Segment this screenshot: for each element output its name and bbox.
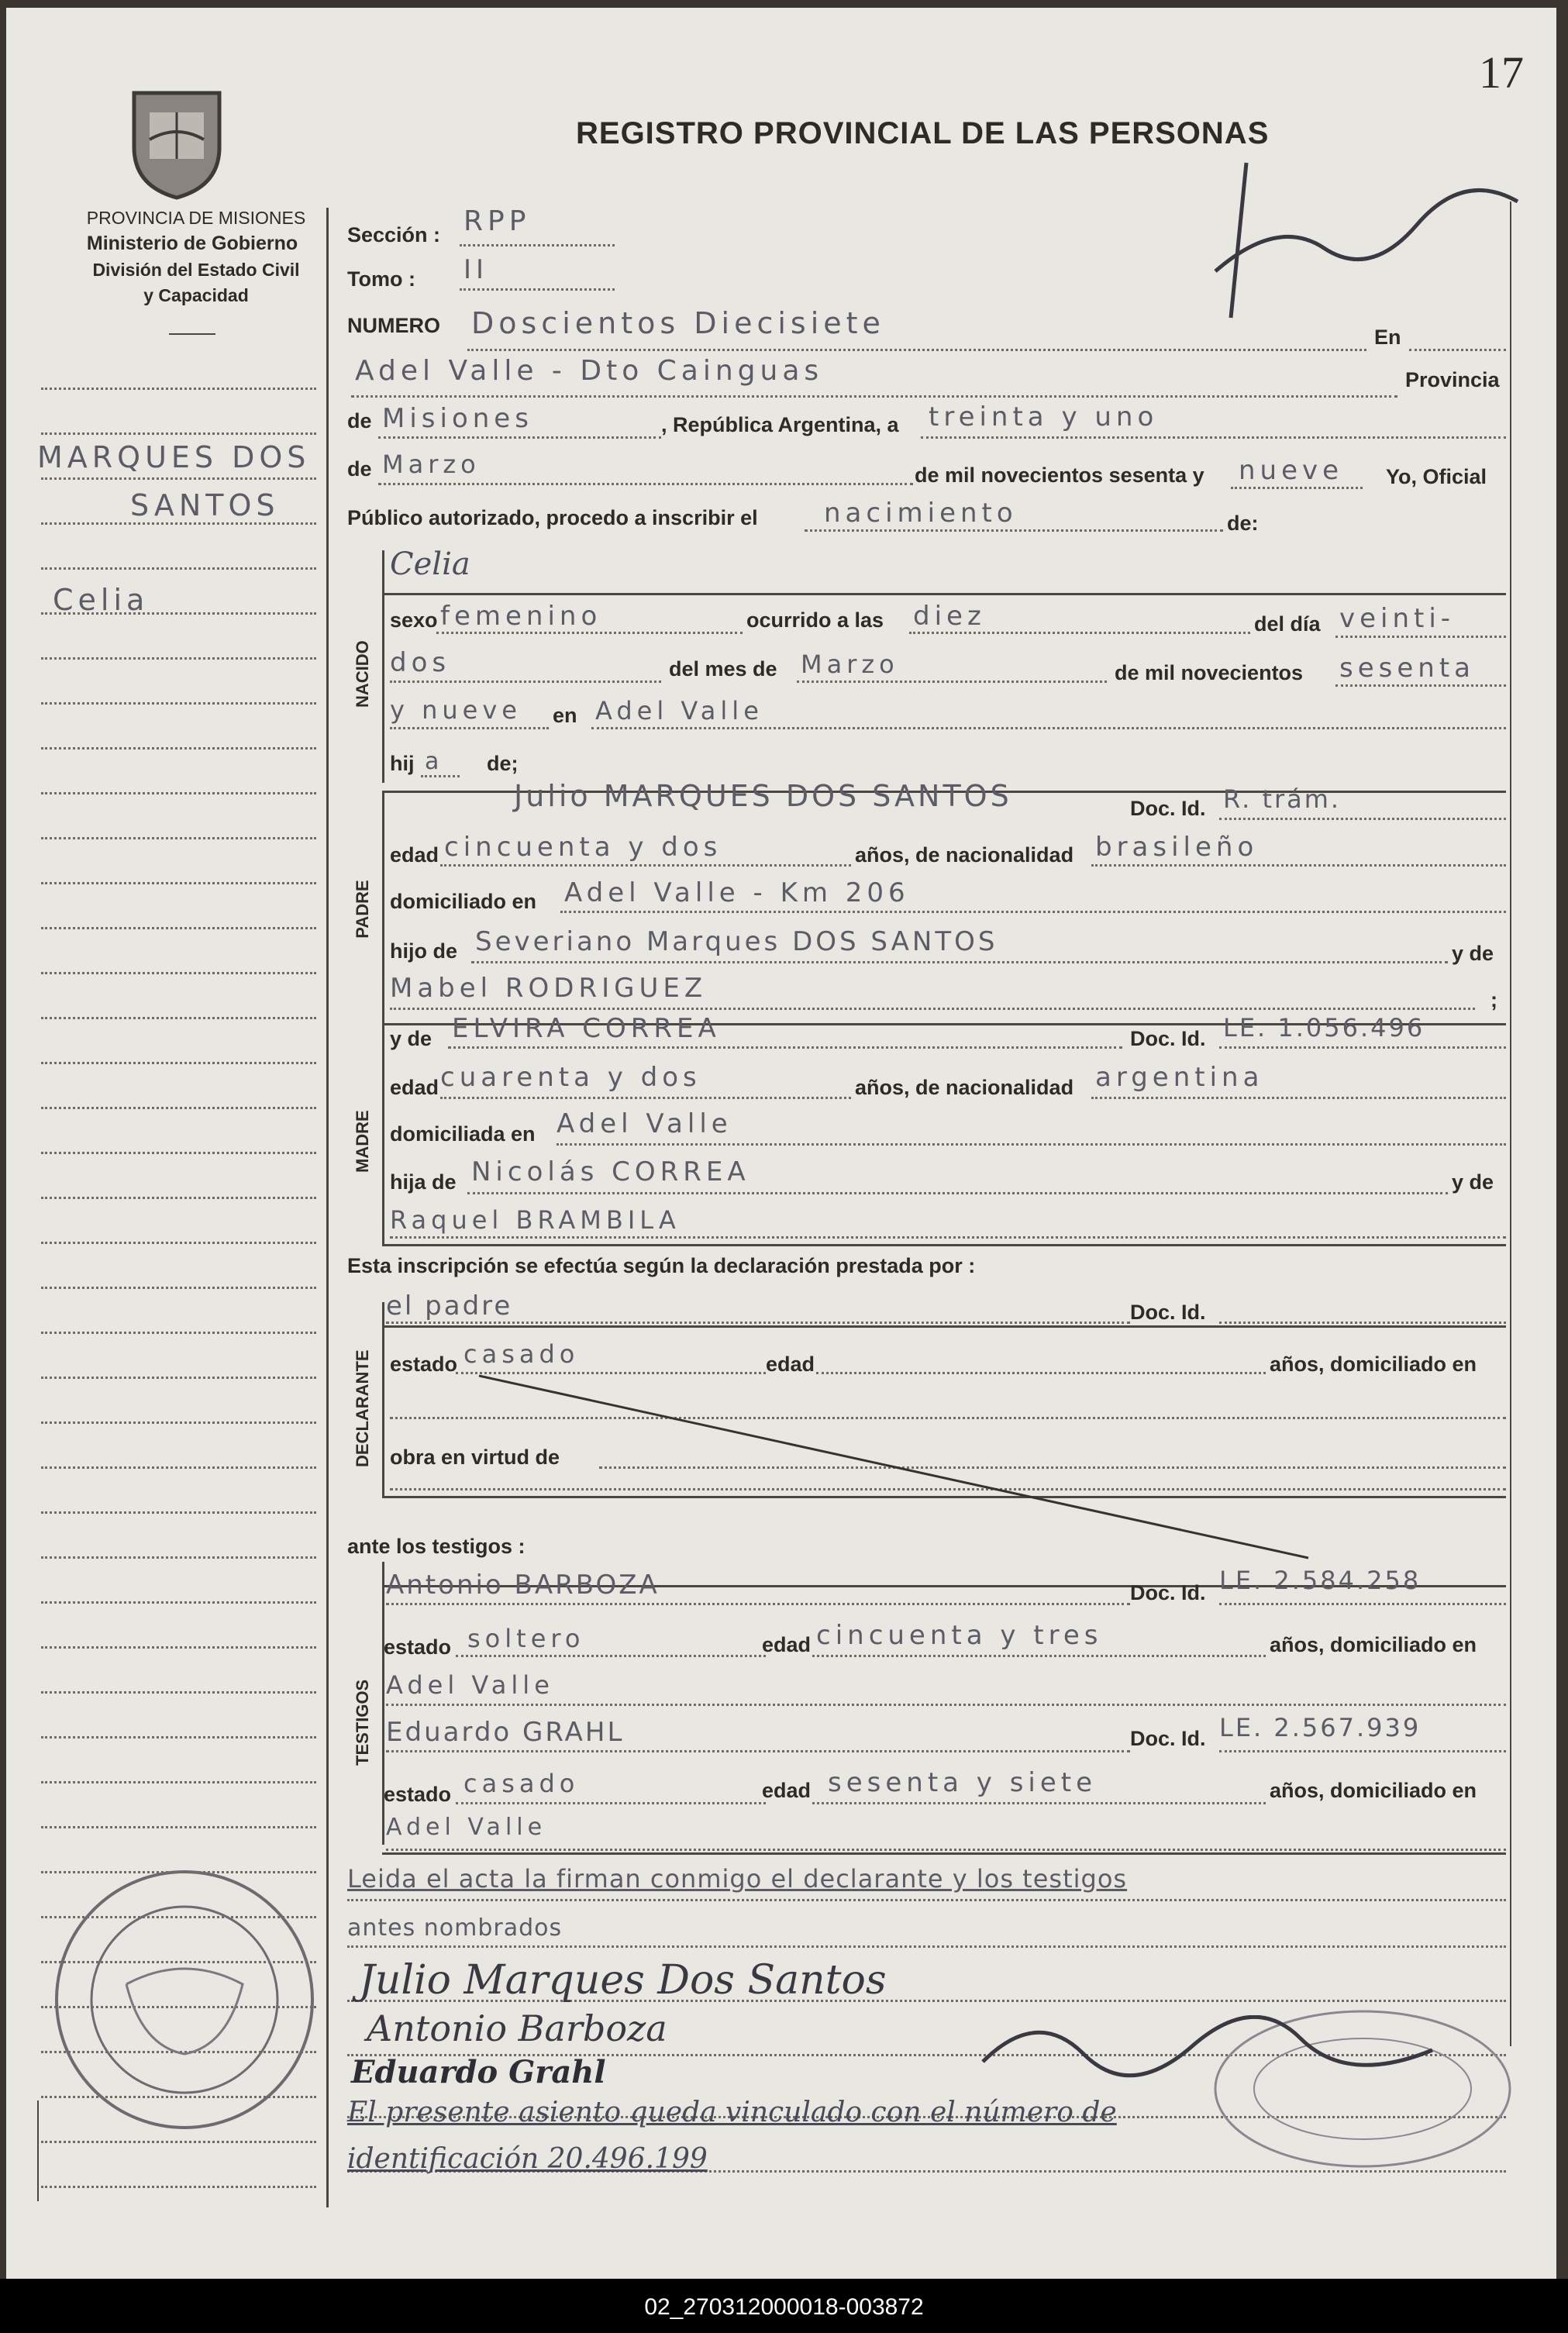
side-label-declarante: DECLARANTE	[353, 1349, 372, 1467]
value-dia-acta: treinta y uno	[929, 401, 1159, 432]
signature-testigo-1: Antonio Barboza	[367, 2007, 667, 2049]
label-decl-dom: años, domiciliado en	[1270, 1353, 1477, 1376]
margin-rule-line	[41, 1332, 316, 1334]
label-madre-y-de: y de	[390, 1027, 432, 1050]
label-de-mes: de	[347, 457, 372, 481]
closing-text-1: Leida el acta la firman conmigo el declarante y los testigos	[347, 1864, 1128, 1894]
margin-rule-line	[41, 1422, 316, 1424]
margin-rule-line	[41, 882, 316, 884]
margin-rule-line	[41, 1646, 316, 1649]
margin-rule-line	[41, 1826, 316, 1828]
label-decl-doc: Doc. Id.	[1130, 1301, 1206, 1324]
label-t2-estado: estado	[384, 1783, 452, 1806]
margin-rule-line	[41, 2141, 316, 2143]
label-padre-edad: edad	[390, 843, 439, 867]
margin-rule-line	[41, 702, 316, 705]
margin-rule-line	[41, 1466, 316, 1469]
value-numero: Doscientos Diecisiete	[471, 306, 885, 340]
value-padre-edad: cincuenta y dos	[444, 832, 722, 863]
value-madre-edad: cuarenta y dos	[440, 1062, 701, 1093]
note-line-1: El presente asiento queda vinculado con el número de	[347, 2097, 1117, 2128]
value-anio-1: sesenta	[1339, 653, 1475, 684]
label-obra: obra en virtud de	[390, 1446, 560, 1469]
margin-rule-line	[41, 1511, 316, 1514]
label-semicolon: ;	[1490, 988, 1497, 1011]
value-hora: diez	[913, 601, 986, 632]
side-label-madre: MADRE	[353, 1110, 372, 1173]
label-de-prov: de	[347, 409, 372, 432]
margin-rule-line	[41, 1781, 316, 1783]
value-padre-doc: R. trám.	[1223, 784, 1342, 814]
margin-rule-line	[41, 432, 316, 435]
side-label-nacido: NACIDO	[353, 640, 372, 708]
value-t1-edad: cincuenta y tres	[816, 1620, 1103, 1651]
label-t1-dom: años, domiciliado en	[1270, 1633, 1477, 1656]
value-nombre: Celia	[390, 546, 470, 582]
value-padre-dom: Adel Valle - Km 206	[564, 877, 910, 908]
label-madre-doc: Doc. Id.	[1130, 1027, 1206, 1050]
value-lugar-nac: Adel Valle	[595, 696, 763, 725]
label-t2-edad: edad	[762, 1779, 812, 1802]
margin-surname-2: SANTOS	[130, 488, 280, 522]
margin-rule-line	[41, 1017, 316, 1019]
margin-rule-line	[41, 747, 316, 750]
value-lugar: Adel Valle - Dto Cainguas	[355, 355, 824, 387]
value-tomo: II	[464, 254, 489, 285]
value-dia-1: veinti-	[1339, 603, 1456, 634]
margin-rule-line	[41, 567, 316, 570]
margin-rule-line	[41, 837, 316, 839]
image-caption: 02_270312000018-003872	[644, 2294, 924, 2320]
value-anio-2: y nueve	[390, 695, 522, 725]
capacity-label: y Capacidad	[143, 285, 249, 305]
official-stamp-seal	[49, 1860, 320, 2139]
registrar-signature-mark	[975, 2015, 1440, 2085]
page-title: REGISTRO PROVINCIAL DE LAS PERSONAS	[576, 116, 1270, 150]
value-mes-acta: Marzo	[382, 450, 481, 479]
margin-rule-line	[41, 972, 316, 974]
value-declarante: el padre	[386, 1291, 513, 1322]
cancel-strike-line	[471, 1372, 1324, 1566]
margin-rule-line	[41, 2186, 316, 2188]
margin-rule-line	[41, 477, 316, 480]
coat-of-arms-icon	[119, 85, 235, 202]
value-madre-madre: Raquel BRAMBILA	[390, 1205, 681, 1235]
province-label: PROVINCIA DE MISIONES	[86, 208, 306, 228]
label-ante-testigos: ante los testigos :	[347, 1535, 526, 1558]
value-padre-padre: Severiano Marques DOS SANTOS	[475, 926, 998, 957]
label-padre-y-de: y de	[1452, 942, 1494, 965]
label-mil-nov: de mil novecientos	[1115, 661, 1304, 684]
value-hij-suffix: a	[425, 748, 439, 775]
value-provincia: Misiones	[382, 403, 533, 434]
margin-rule-line	[41, 1107, 316, 1109]
margin-rule-line	[41, 1242, 316, 1244]
image-caption-bar	[0, 2279, 1568, 2333]
value-padre-madre: Mabel RODRIGUEZ	[390, 973, 708, 1004]
division-label: División del Estado Civil	[92, 260, 300, 280]
label-tomo: Tomo :	[347, 267, 415, 291]
label-sexo: sexo	[390, 608, 438, 632]
label-madre-nac: años, de nacionalidad	[855, 1076, 1074, 1099]
label-publico: Público autorizado, procedo a inscribir el	[347, 506, 758, 529]
label-hija-de: hija de	[390, 1170, 457, 1194]
value-madre-nac: argentina	[1095, 1062, 1264, 1093]
margin-rule-line	[41, 792, 316, 794]
value-anio-acta: nueve	[1239, 455, 1344, 486]
label-padre-dom: domiciliado en	[390, 890, 537, 913]
margin-surname-1: MARQUES DOS	[37, 440, 311, 474]
label-t1-doc: Doc. Id.	[1130, 1581, 1206, 1604]
value-madre-dom: Adel Valle	[557, 1108, 732, 1139]
margin-given-name: Celia	[53, 583, 150, 617]
margin-rule-line	[41, 612, 316, 615]
value-t2-estado: casado	[464, 1769, 580, 1798]
value-t2-doc: LE. 2.567.939	[1219, 1713, 1422, 1742]
value-t2-nombre: Eduardo GRAHL	[386, 1717, 625, 1748]
value-madre-padre: Nicolás CORREA	[471, 1156, 750, 1187]
margin-rule-line	[41, 927, 316, 929]
value-t1-doc: LE. 2.584.258	[1219, 1566, 1422, 1595]
margin-rule-line	[41, 1062, 316, 1064]
label-de-colon: de:	[1227, 512, 1259, 535]
label-hij: hij	[390, 752, 415, 775]
label-padre-nac: años, de nacionalidad	[855, 843, 1074, 867]
label-de-semicolon: de;	[487, 752, 519, 775]
label-numero: NUMERO	[347, 314, 440, 337]
label-madre-dom: domiciliada en	[390, 1122, 536, 1146]
label-decl-estado: estado	[390, 1353, 458, 1376]
value-t1-estado: soltero	[467, 1624, 585, 1653]
label-madre-y-de-2: y de	[1452, 1170, 1494, 1194]
margin-rule-line	[41, 1601, 316, 1604]
label-en: En	[1374, 326, 1401, 349]
value-t2-edad: sesenta y siete	[828, 1767, 1098, 1798]
label-decl-edad: edad	[766, 1353, 815, 1376]
value-acto: nacimiento	[824, 498, 1018, 529]
side-label-padre: PADRE	[353, 880, 372, 939]
margin-rule-line	[41, 1287, 316, 1289]
signature-testigo-2: Eduardo Grahl	[351, 2054, 606, 2090]
value-t2-dom: Adel Valle	[386, 1814, 547, 1841]
page-number: 17	[1479, 47, 1524, 98]
side-label-testigos: TESTIGOS	[353, 1679, 372, 1766]
note-line-2: identificación 20.496.199	[347, 2143, 708, 2175]
label-t1-edad: edad	[762, 1633, 812, 1656]
margin-rule-line	[41, 1691, 316, 1694]
ministry-label: Ministerio de Gobierno	[86, 233, 298, 254]
value-seccion: RPP	[464, 205, 531, 237]
margin-rule-line	[41, 1152, 316, 1154]
label-hijo-de: hijo de	[390, 939, 457, 963]
label-seccion: Sección :	[347, 223, 441, 246]
label-yo-oficial: Yo, Oficial	[1386, 465, 1487, 488]
signature-declarante: Julio Marques Dos Santos	[359, 1957, 887, 2004]
label-t1-estado: estado	[384, 1635, 452, 1659]
value-t1-dom: Adel Valle	[386, 1670, 554, 1700]
label-en-lower: en	[553, 704, 577, 727]
header-signature-mark	[1184, 155, 1525, 333]
label-mil-nov-acta: de mil novecientos sesenta y	[915, 463, 1204, 487]
margin-rule-line	[41, 657, 316, 660]
margin-rule-line	[41, 1736, 316, 1739]
closing-text-2: antes nombrados	[347, 1914, 563, 1942]
margin-rule-line	[41, 1197, 316, 1199]
value-sexo: femenino	[440, 601, 602, 632]
label-del-dia: del día	[1254, 612, 1321, 636]
label-inscripcion: Esta inscripción se efectúa según la declaración prestada por :	[347, 1254, 976, 1277]
margin-rule-line	[41, 522, 316, 525]
margin-rule-line	[41, 1377, 316, 1379]
label-t2-doc: Doc. Id.	[1130, 1727, 1206, 1750]
margin-rule-line	[41, 1556, 316, 1559]
value-t1-nombre: Antonio BARBOZA	[386, 1570, 660, 1601]
label-padre-doc: Doc. Id.	[1130, 797, 1206, 820]
value-padre-nac: brasileño	[1095, 832, 1259, 863]
label-del-mes: del mes de	[669, 657, 777, 681]
register-page	[6, 8, 1556, 2279]
label-provincia: Provincia	[1405, 368, 1500, 391]
label-t2-dom: años, domiciliado en	[1270, 1779, 1477, 1802]
value-dia-2: dos	[390, 647, 451, 678]
value-mes: Marzo	[801, 650, 899, 679]
margin-rule-line	[41, 388, 316, 390]
value-madre-nombre: ELVIRA CORREA	[452, 1013, 721, 1044]
value-padre-nombre: Julio MARQUES DOS SANTOS	[514, 779, 1012, 813]
value-decl-estado: casado	[464, 1339, 580, 1369]
value-madre-doc: LE. 1.056.496	[1223, 1013, 1425, 1042]
label-republica: , República Argentina, a	[661, 413, 899, 436]
label-madre-edad: edad	[390, 1076, 439, 1099]
label-ocurrido: ocurrido a las	[746, 608, 884, 632]
